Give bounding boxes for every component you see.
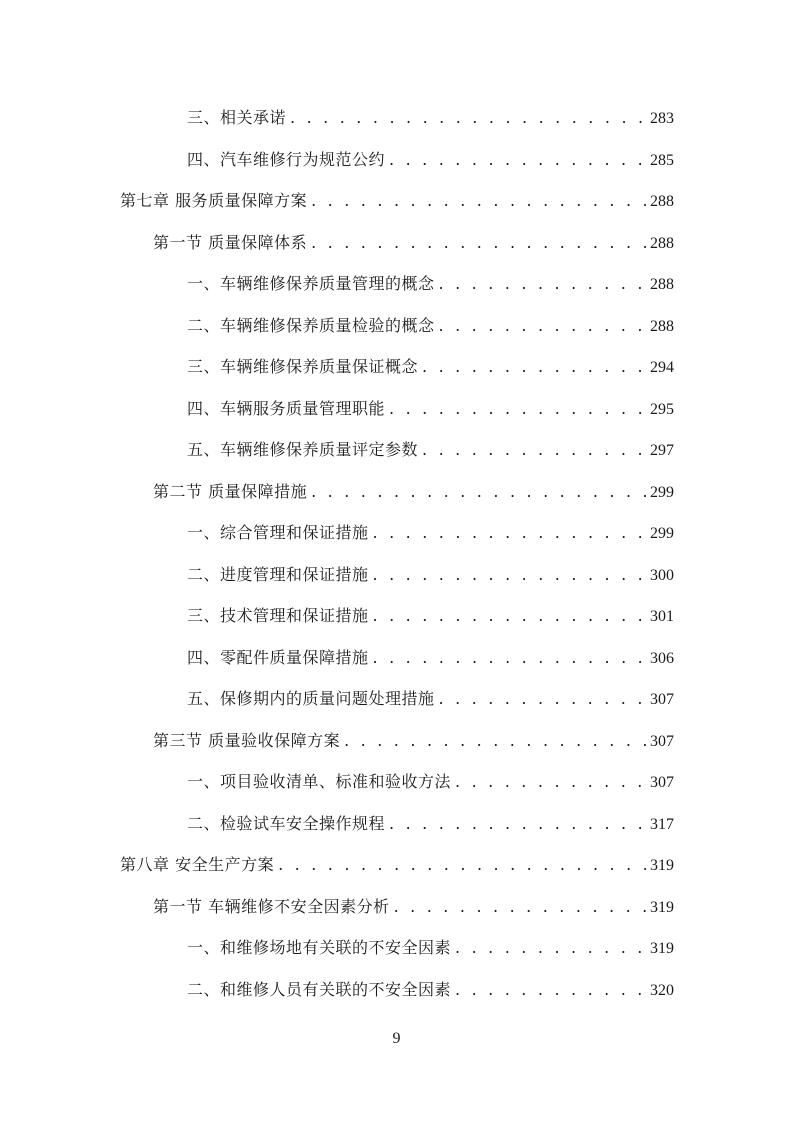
toc-leader-dots [373, 560, 646, 590]
toc-entry-page: 301 [650, 608, 674, 625]
toc-leader-dots [290, 103, 646, 133]
toc-entry-title: 三、车辆维修保养质量保证概念 [187, 357, 419, 376]
toc-leader-dots [373, 643, 646, 673]
toc-entry[interactable] [187, 767, 674, 797]
toc-entry-title: 三、相关承诺 [187, 108, 287, 127]
toc-entry[interactable] [187, 684, 674, 714]
toc-leader-dots [389, 145, 646, 175]
toc-entry-title: 二、进度管理和保证措施 [187, 565, 369, 584]
toc-entry-title: 一、项目验收清单、标准和验收方法 [187, 772, 452, 791]
toc-entry-title: 四、汽车维修行为规范公约 [187, 150, 386, 169]
toc-leader-dots [439, 684, 646, 714]
toc-entry-title: 五、车辆维修保养质量评定参数 [187, 440, 419, 459]
toc-entry[interactable] [187, 435, 674, 465]
toc-entry[interactable] [153, 892, 674, 922]
toc-entry-title: 四、车辆服务质量管理职能 [187, 399, 386, 418]
toc-entry-page: 288 [650, 318, 674, 335]
toc-entry-title: 第八章 安全生产方案 [120, 855, 275, 874]
toc-entry-title: 三、技术管理和保证措施 [187, 606, 369, 625]
toc-leader-dots [422, 435, 646, 465]
toc-entry-page: 320 [650, 982, 674, 999]
toc-leader-dots [311, 186, 646, 216]
toc-entry-page: 283 [650, 110, 674, 127]
toc-leader-dots [389, 809, 646, 839]
toc-entry-page: 319 [650, 857, 674, 874]
toc-entry-title: 二、车辆维修保养质量检验的概念 [187, 316, 435, 335]
toc-entry-title: 一、车辆维修保养质量管理的概念 [187, 274, 435, 293]
toc-entry-title: 第一节 质量保障体系 [153, 233, 308, 252]
toc-entry[interactable] [187, 269, 674, 299]
toc-entry-title: 一、和维修场地有关联的不安全因素 [187, 938, 452, 957]
toc-entry-page: 317 [650, 816, 674, 833]
toc-entry-page: 307 [650, 774, 674, 791]
toc-entry[interactable] [187, 933, 674, 963]
toc-entry[interactable] [187, 145, 674, 175]
toc-entry-title: 第七章 服务质量保障方案 [120, 191, 308, 210]
toc-leader-dots [394, 892, 646, 922]
toc-entry[interactable] [187, 643, 674, 673]
toc-entry[interactable] [120, 850, 674, 880]
toc-entry-title: 二、和维修人员有关联的不安全因素 [187, 980, 452, 999]
toc-leader-dots [373, 601, 646, 631]
toc-leader-dots [373, 518, 646, 548]
toc-entry-page: 319 [650, 899, 674, 916]
toc-entry[interactable] [153, 477, 674, 507]
toc-entry-title: 二、检验试车安全操作规程 [187, 814, 386, 833]
toc-entry[interactable] [187, 394, 674, 424]
toc-leader-dots [344, 726, 646, 756]
toc-entry-page: 297 [650, 442, 674, 459]
toc-entry-title: 四、零配件质量保障措施 [187, 648, 369, 667]
toc-entry-page: 319 [650, 940, 674, 957]
toc-leader-dots [389, 394, 646, 424]
toc-leader-dots [439, 269, 646, 299]
toc-entry-page: 306 [650, 650, 674, 667]
page-number: 9 [392, 1030, 401, 1047]
toc-entry-title: 第一节 车辆维修不安全因素分析 [153, 897, 390, 916]
toc-entry-page: 299 [650, 525, 674, 542]
toc-leader-dots [455, 767, 646, 797]
toc-entry-title: 第二节 质量保障措施 [153, 482, 308, 501]
toc-entry[interactable] [153, 726, 674, 756]
toc-entry-page: 299 [650, 484, 674, 501]
toc-entry-title: 一、综合管理和保证措施 [187, 523, 369, 542]
toc-entry-title: 第三节 质量验收保障方案 [153, 731, 341, 750]
toc-entry[interactable] [187, 311, 674, 341]
toc-leader-dots [439, 311, 646, 341]
toc-entry-page: 288 [650, 193, 674, 210]
toc-entry-page: 288 [650, 235, 674, 252]
toc-entry-title: 五、保修期内的质量问题处理措施 [187, 689, 435, 708]
toc-entry-page: 294 [650, 359, 674, 376]
toc-leader-dots [311, 477, 646, 507]
toc-entry[interactable] [187, 352, 674, 382]
toc-entry[interactable] [187, 809, 674, 839]
toc-entry[interactable] [187, 560, 674, 590]
toc-entry-page: 285 [650, 152, 674, 169]
toc-entry[interactable] [120, 186, 674, 216]
toc-entry-page: 307 [650, 691, 674, 708]
toc-entry[interactable] [187, 975, 674, 1005]
toc-leader-dots [422, 352, 646, 382]
toc-entry[interactable] [187, 103, 674, 133]
toc-entry[interactable] [153, 228, 674, 258]
toc-entry[interactable] [187, 518, 674, 548]
toc-entry-page: 307 [650, 733, 674, 750]
toc-leader-dots [455, 933, 646, 963]
toc-leader-dots [278, 850, 646, 880]
toc-leader-dots [311, 228, 646, 258]
toc-entry-page: 300 [650, 567, 674, 584]
toc-entry-page: 288 [650, 276, 674, 293]
toc-leader-dots [455, 975, 646, 1005]
toc-entry-page: 295 [650, 401, 674, 418]
toc-entry[interactable] [187, 601, 674, 631]
